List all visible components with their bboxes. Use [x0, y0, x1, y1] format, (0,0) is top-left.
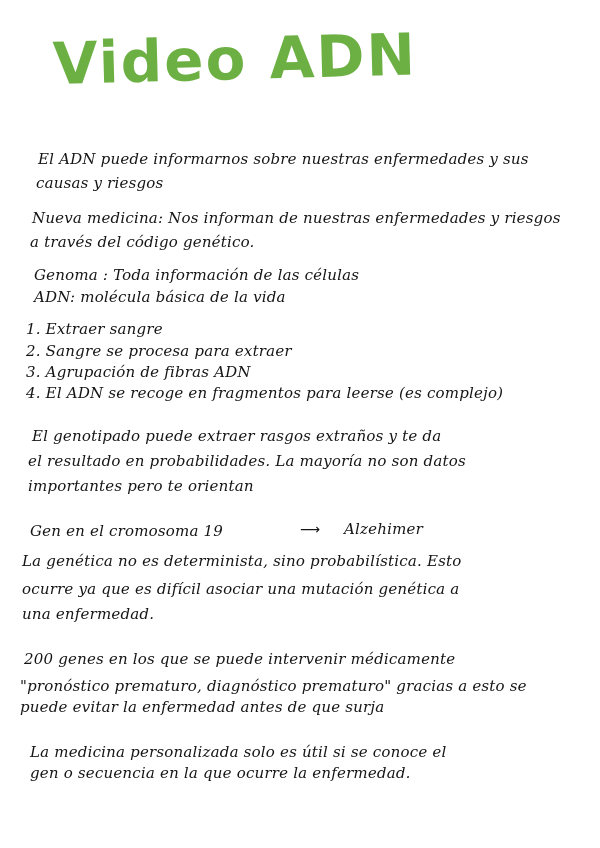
- step-2: 2. Sangre se procesa para extraer: [26, 342, 292, 360]
- p6-line-1: 200 genes en los que se puede intervenir médicamente: [24, 650, 456, 668]
- p1-line-2: causas y riesgos: [36, 174, 164, 192]
- p3-line-2: ADN: molécula básica de la vida: [34, 288, 286, 306]
- page-title: Video ADN: [52, 20, 418, 98]
- p7-line-1: La medicina personalizada solo es útil si se conoce el: [30, 743, 447, 761]
- p4-line-2: el resultado en probabilidades. La mayoría no son datos: [28, 452, 466, 470]
- alzheimer-label: Alzehimer: [344, 520, 423, 538]
- p5-line-3: una enfermedad.: [22, 605, 155, 623]
- p4-line-1: El genotipado puede extraer rasgos extraños y te da: [32, 427, 442, 445]
- p7-line-2: gen o secuencia en la que ocurre la enfermedad.: [30, 764, 411, 782]
- p2-line-2: a través del código genético.: [30, 233, 255, 251]
- p2-line-1: Nueva medicina: Nos informan de nuestras enfermedades y riesgos: [32, 209, 561, 227]
- p5-line-2: ocurre ya que es difícil asociar una mutación genética a: [22, 580, 460, 598]
- p3-line-1: Genoma : Toda información de las células: [34, 266, 360, 284]
- p6-line-2: "pronóstico prematuro, diagnóstico prematuro" gracias a esto se: [20, 677, 527, 695]
- p5-line-1: La genética no es determinista, sino probabilística. Esto: [22, 552, 462, 570]
- p6-line-3: puede evitar la enfermedad antes de que surja: [20, 698, 385, 716]
- arrow-icon: ⟶: [300, 522, 321, 538]
- step-3: 3. Agrupación de fibras ADN: [26, 363, 251, 381]
- gen-cromosoma-label: Gen en el cromosoma 19: [30, 522, 224, 540]
- p1-line-1: El ADN puede informarnos sobre nuestras enfermedades y sus: [38, 150, 529, 168]
- p4-line-3: importantes pero te orientan: [28, 477, 254, 495]
- step-4: 4. El ADN se recoge en fragmentos para leerse (es complejo): [26, 384, 504, 402]
- step-1: 1. Extraer sangre: [26, 320, 163, 338]
